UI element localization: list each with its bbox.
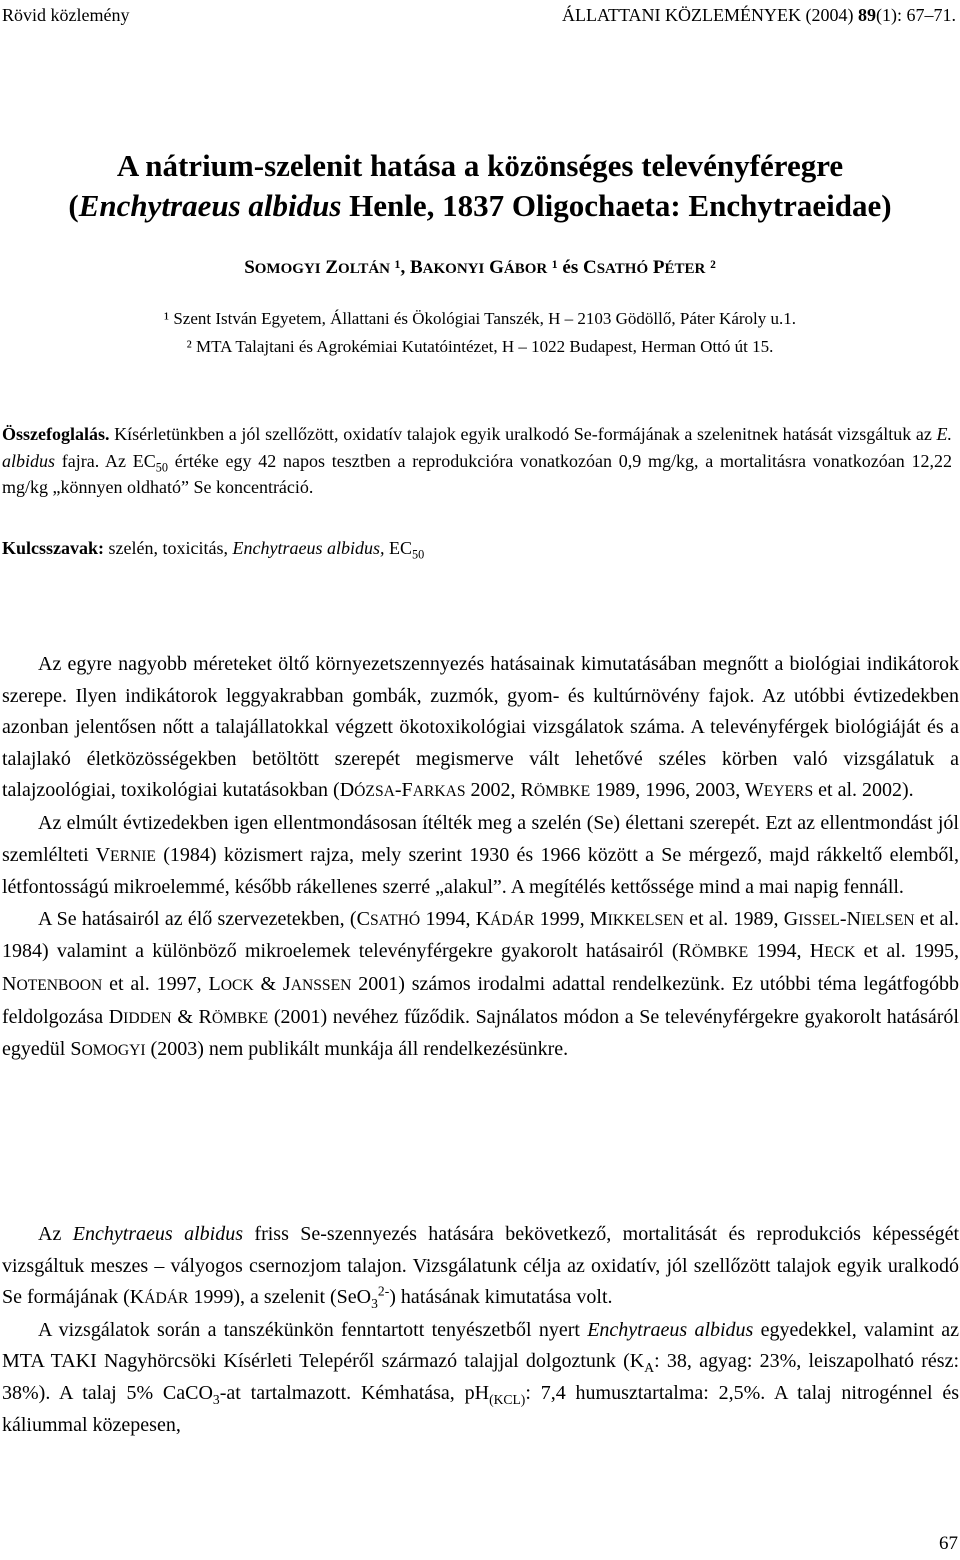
abstract-label: Összefoglalás. xyxy=(2,424,110,444)
body-text-section-2 xyxy=(2,1219,959,1441)
affiliation-2: ² MTA Talajtani és Agrokémiai Kutatóintézet, H – 1022 Budapest, Herman Ottó út 15. xyxy=(186,337,774,356)
page-number: 67 xyxy=(939,1533,958,1554)
keywords-label: Kulcsszavak: xyxy=(2,538,105,558)
body-text-section-1 xyxy=(2,649,959,1067)
paragraph-3: A Se hatásairól az élő szervezetekben, (CSATHÓ 1994, KÁDÁR 1999, MIKKELSEN et al. 1989, GISSEL-NIELSEN et al. 1984) valamint a különböző mikroelemek televényférgekre gyakorolt hatásairól (RÖMBKE 1994, HECK et al. 1995, NOTENBOON et al. 1997, LOCK & JANSSEN 2001) számos irodalmi adattal rendelkezünk. Ez utóbbi téma legátfogóbb feldolgozása DIDDEN & RÖMBKE (2001) nevéhez fűződik. Sajnálatos módon a Se televényférgekre gyakorolt hatásáról egyedül SOMOGYI (2003) nem publikált munkája áll rendelkezésünkre. xyxy=(2,907,960,1061)
volume-number: 89 xyxy=(858,5,876,25)
paragraph-1: Az egyre nagyobb méreteket öltő környezetszennyezés hatásainak kimutatásában megnőtt a biológiai indikátorok szerepe. Ilyen indikátorok leggyakrabban gombák, zuzmók, gyom- és kultúrnövény fajok. Az utóbbi évtizedekben azonban jelentősen nőtt a talajállatokkal végzett ökotoxikológiai vizsgálatok száma. A televényférgek biológiáját és a talajlakó életközösségekben betöltött szerepét megismerve vált lehetővé széles körben való vizsgálatuk a talajzoológiai, toxikológiai kutatásokban (DÓZSA-FARKAS 2002, RÖMBKE 1989, 1996, 2003, WEYERS et al. 2002). xyxy=(2,653,959,802)
species-name: Enchytraeus albidus xyxy=(72,1223,244,1245)
paragraph-2: Az elmúlt évtizedekben igen ellentmondásosan ítélték meg a szelén (Se) élettani szerepét. Ezt az ellentmondást jól szemlélteti VERNIE (1984) közismert rajza, mely szerint 1930 és 1966 között a Se mérgező, majd rákkeltő elemből, létfontosságú mikroelemmé, később rákellenes szerré „alakul”. A megítélés kettőssége mind a mai napig fennáll. xyxy=(2,811,959,899)
author-list: SOMOGYI ZOLTÁN ¹, BAKONYI GÁBOR ¹ és CSATHÓ PÉTER ² xyxy=(244,257,716,278)
paragraph-4: Az Enchytraeus albidus friss Se-szennyezés hatására bekövetkező, mortalitását és reprodukciós képességét vizsgáltuk meszes – vályogos csernozjom talajon. Vizsgálatunk célja az oxidatív, jól szellőzött talajok egyik uralkodó Se formájának (KÁDÁR 1999), a szelenit (SeO$_3^{2-}$) hatásának kimutatása volt. xyxy=(2,1223,959,1312)
species-name: Enchytraeus albidus xyxy=(78,188,342,223)
article-title: A nátrium-szelenit hatása a közönséges televényféregre (Enchytraeus albidus Henle, 1837 Oligochaeta: Enchytraeidae) xyxy=(68,148,892,223)
affiliation-1: ¹ Szent István Egyetem, Állattani és Ökológiai Tanszék, H – 2103 Gödöllő, Páter Károly u.1. xyxy=(164,309,796,328)
article-type: Rövid közlemény xyxy=(2,5,130,25)
paragraph-5: A vizsgálatok során a tanszékünkön fenntartott tenyészetből nyert Enchytraeus albidus egyedekkel, valamint az MTA TAKI Nagyhörcsöki Kísérleti Telepéről származó talajjal dolgoztunk ($K_A$: 38, agyag: 23%, leiszapolható rész: 38%). A talaj 5% CaCO$_3$-at tartalmazott. Kémhatása, $pH_{(KCL)}$: 7,4 humusztartalma: 2,5%. A talaj nitrogénnel és káliummal közepesen, xyxy=(2,1318,959,1436)
abstract: Összefoglalás. Kísérletünkben a jól szellőzött, oxidatív talajok egyik uralkodó Se-formájának a szelenitnek hatását vizsgáltuk az E. albidus fajra. Az $EC_{50}$ értéke egy 42 napos tesztben a reprodukcióra vonatkozóan 0,9 mg/kg, a mortalitásra vonatkozóan 12,22 mg/kg „könnyen oldható” Se koncentráció. xyxy=(2,424,952,497)
species-name: Enchytraeus albidus xyxy=(587,1318,754,1341)
journal-citation: ÁLLATTANI KÖZLEMÉNYEK (2004) 89(1): 67–71. xyxy=(562,5,956,25)
keywords: Kulcsszavak: szelén, toxicitás, Enchytraeus albidus, $EC_{50}$ xyxy=(2,538,425,562)
running-header xyxy=(0,4,960,30)
